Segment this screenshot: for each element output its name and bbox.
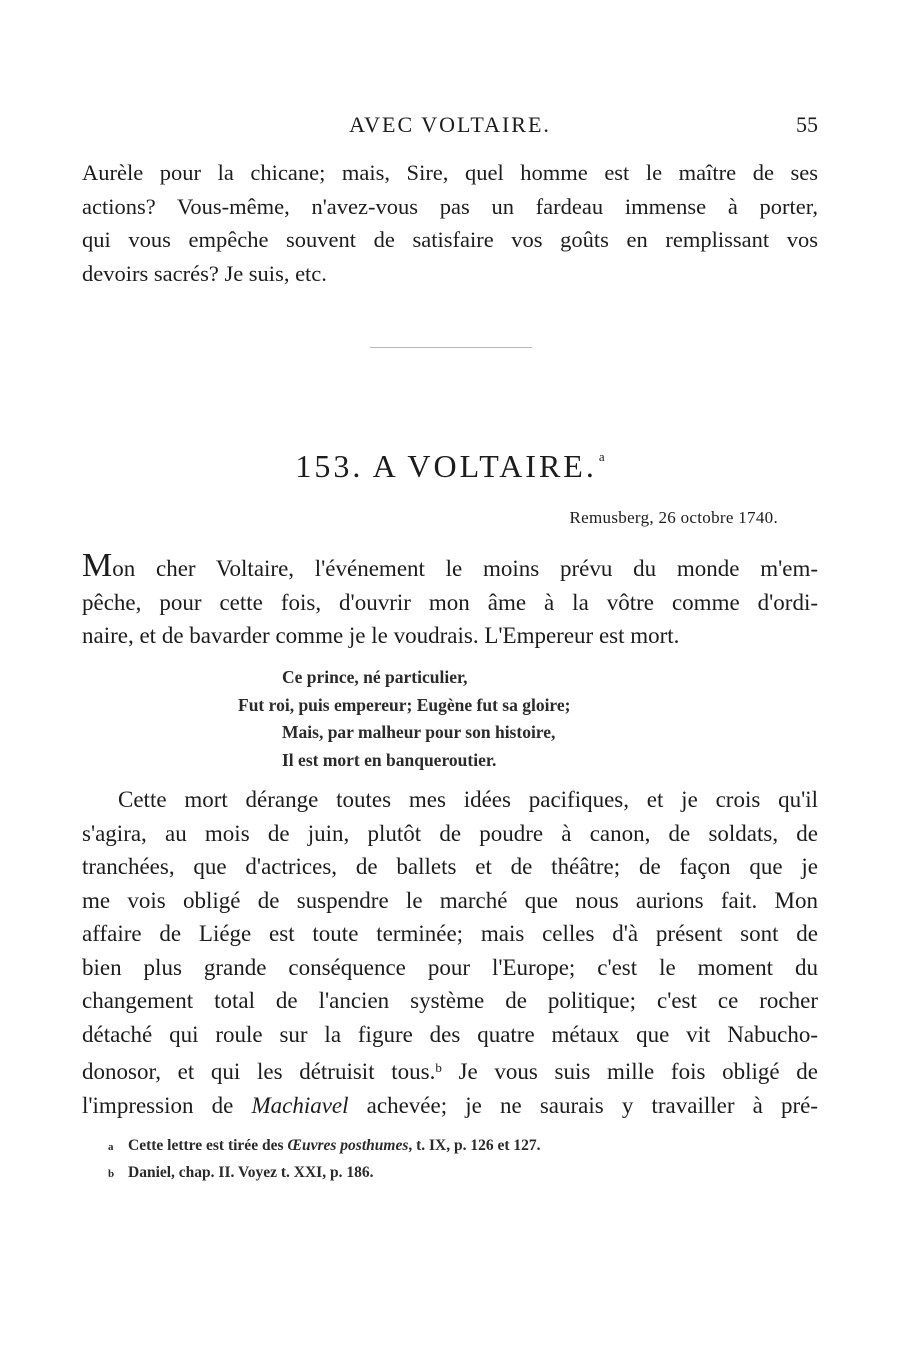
text-line: donosor, et qui les détruisit tous.$^b$ Je vous suis mille fois obligé de bbox=[82, 1059, 818, 1084]
text-line: Cette mort dérange toutes mes idées pacifiques, et je crois qu'il bbox=[118, 787, 818, 812]
body-paragraph bbox=[82, 783, 818, 1122]
continuation-paragraph bbox=[82, 156, 818, 290]
footnote: a Cette lettre est tirée des Œuvres posthumes, t. IX, p. 126 et 127. bbox=[108, 1133, 728, 1160]
verse-line: Ce prince, né particulier, bbox=[282, 667, 468, 687]
footnote-mark: b bbox=[108, 1168, 115, 1180]
text-line: l'impression de Machiavel achevée; je ne saurais y travailler à pré- bbox=[82, 1092, 818, 1118]
footnote-mark: a bbox=[108, 1141, 114, 1153]
text-line: Aurèle pour la chicane; mais, Sire, quel homme est le maître de ses bbox=[82, 160, 818, 185]
text-line: tranchées, que d'actrices, de ballets et de théâtre; de façon que je bbox=[82, 854, 818, 879]
letter-title: 153. A VOLTAIRE. bbox=[295, 448, 597, 484]
page-number: 55 bbox=[796, 112, 818, 137]
text-line: détaché qui roule sur la figure des quatre métaux que vit Nabucho- bbox=[82, 1021, 818, 1047]
running-title: AVEC VOLTAIRE. bbox=[349, 112, 551, 137]
dateline: Remusberg, 26 octobre 1740. bbox=[569, 508, 778, 527]
text-line: devoirs sacrés? Je suis, etc. bbox=[82, 260, 327, 286]
text-line: Mon cher Voltaire, l'événement le moins prévu du monde m'em- bbox=[82, 547, 818, 584]
section-divider bbox=[370, 347, 532, 348]
letter-heading bbox=[0, 448, 900, 485]
text-line: naire, et de bavarder comme je le voudrais. L'Empereur est mort. bbox=[82, 623, 680, 648]
text-line: me vois obligé de suspendre le marché que nous aurions fait. Mon bbox=[82, 887, 818, 913]
footnote-ref: b bbox=[435, 1060, 442, 1075]
text-line: s'agira, au mois de juin, plutôt de poudre à canon, de soldats, de bbox=[82, 820, 818, 846]
verse-block bbox=[238, 664, 678, 774]
text-line: pêche, pour cette fois, d'ouvrir mon âme à la vôtre comme d'ordi- bbox=[82, 589, 818, 615]
footnote-ref: a bbox=[598, 449, 605, 464]
text-line: changement total de l'ancien système de politique; c'est ce rocher bbox=[82, 988, 818, 1013]
footnotes bbox=[108, 1133, 728, 1187]
drop-cap: M bbox=[82, 547, 113, 584]
verse-line: Il est mort en banqueroutier. bbox=[282, 749, 497, 770]
text-line: bien plus grande conséquence pour l'Europe; c'est le moment du bbox=[82, 954, 818, 980]
verse-line: Fut roi, puis empereur; Eugène fut sa gloire; bbox=[238, 694, 571, 715]
footnote: b Daniel, chap. II. Voyez t. XXI, p. 186. bbox=[108, 1160, 728, 1187]
opening-paragraph bbox=[82, 547, 818, 653]
italic-title: Machiavel bbox=[251, 1092, 349, 1118]
text-line: affaire de Liége est toute terminée; mais celles d'à présent sont de bbox=[82, 921, 818, 946]
text-line: actions? Vous-même, n'avez-vous pas un fardeau immense à porter, bbox=[82, 193, 818, 219]
verse-line: Mais, par malheur pour son histoire, bbox=[282, 722, 556, 742]
text-line: qui vous empêche souvent de satisfaire vos goûts en remplissant vos bbox=[82, 227, 818, 252]
